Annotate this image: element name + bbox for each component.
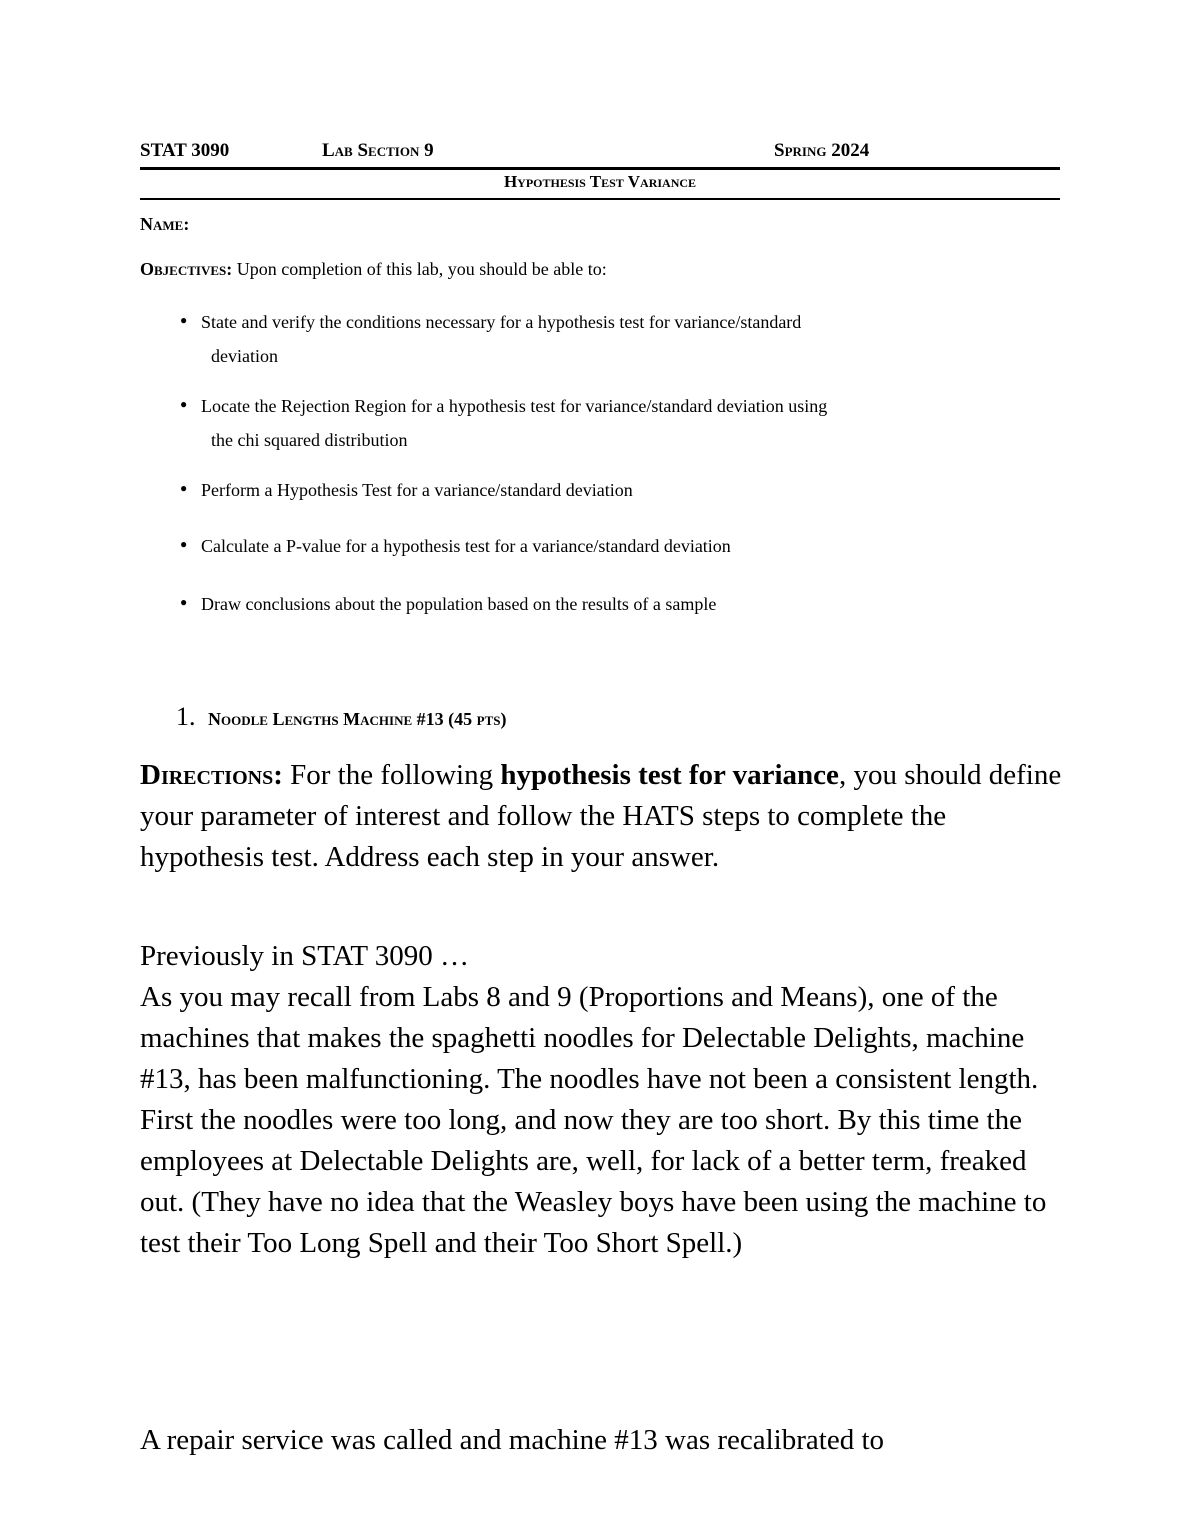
header-rule-thick: [140, 167, 1060, 170]
name-label: Name:: [140, 214, 190, 234]
objectives-list: [176, 305, 1036, 621]
list-item-text: State and verify the conditions necessary for a hypothesis test for variance/standard: [201, 312, 802, 332]
directions-label: Directions:: [140, 759, 283, 791]
list-item-text: Calculate a P-value for a hypothesis test for a variance/standard deviation: [201, 536, 731, 556]
question-title: Noodle Lengths Machine #13 (45 pts): [208, 709, 507, 729]
repair-paragraph: [140, 1420, 1070, 1461]
previously-line: Previously in STAT 3090 …: [140, 940, 470, 972]
directions-text-b: , you should define your parameter of interest and follow the HATS steps to complete the hypothesis test. Address each step in your answer.: [140, 759, 1062, 873]
question-heading: [176, 702, 506, 732]
list-item-text: Locate the Rejection Region for a hypothesis test for variance/standard deviation using: [201, 396, 828, 416]
list-item: [176, 473, 1036, 507]
objectives-label: Objectives:: [140, 259, 233, 279]
story-paragraph: As you may recall from Labs 8 and 9 (Proportions and Means), one of the machines that makes the spaghetti noodles for Delectable Delights, machine #13, has been malfunctioning. The noodles have not been a consistent length. First the noodles were too long, and now they are too short. By this time the employees at Delectable Delights are, well, for lack of a better term, freaked out. (They have no idea that the Weasley boys have been using the machine to test their Too Long Spell and their Too Short Spell.): [140, 981, 1047, 1259]
term: Spring 2024: [774, 140, 870, 161]
question-number: 1.: [176, 702, 196, 731]
bullet-dot-icon: ●: [180, 313, 188, 327]
list-item-text-cont: the chi squared distribution: [211, 430, 408, 450]
list-item: [176, 389, 1036, 457]
header-rule-thin: [140, 198, 1060, 200]
page-subtitle: Hypothesis Test Variance: [503, 172, 697, 191]
bullet-dot-icon: ●: [180, 595, 188, 609]
lab-section: Lab Section 9: [322, 140, 434, 161]
list-item: [176, 305, 1036, 373]
course-code: STAT 3090: [140, 140, 230, 161]
list-item: [176, 587, 1036, 621]
directions-text-a: For the following: [282, 759, 501, 791]
objectives-intro-text: Upon completion of this lab, you should be able to:: [232, 259, 607, 279]
story-section: [140, 936, 1070, 1264]
bullet-dot-icon: ●: [180, 481, 188, 495]
directions-paragraph: [140, 755, 1070, 878]
repair-text: A repair service was called and machine #13 was recalibrated to: [140, 1424, 885, 1456]
bullet-dot-icon: ●: [180, 537, 188, 551]
bullet-dot-icon: ●: [180, 397, 188, 411]
list-item-text: Perform a Hypothesis Test for a variance/standard deviation: [201, 480, 633, 500]
header-row: [140, 140, 1060, 166]
objectives-intro: [140, 259, 607, 280]
list-item: [176, 529, 1036, 563]
list-item-text: Draw conclusions about the population based on the results of a sample: [201, 594, 717, 614]
list-item-text-cont: deviation: [211, 346, 278, 366]
directions-bold: hypothesis test for variance: [500, 759, 839, 791]
